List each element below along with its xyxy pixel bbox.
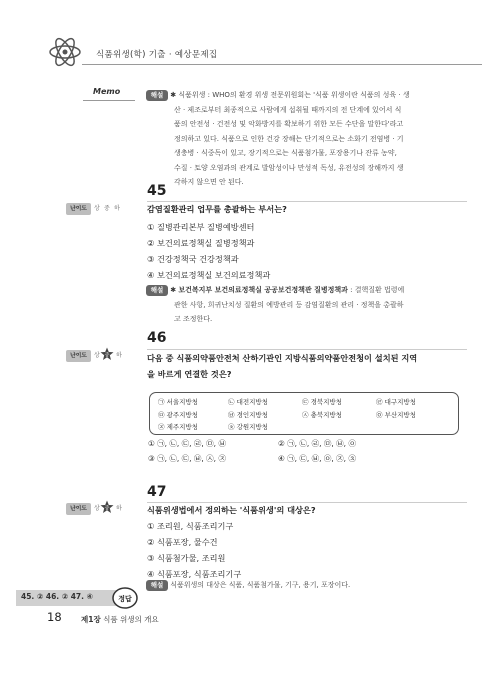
explanation-text: 고 조정한다. bbox=[174, 315, 213, 323]
top-explanation bbox=[146, 88, 466, 190]
answer-key-text: 45. ② 46. ② 47. ④ bbox=[21, 592, 93, 601]
explanation-text: 정의하고 있다. 식품으로 인한 건강 장해는 단기적으로는 소화기 전염병 · 기 bbox=[174, 134, 404, 143]
difficulty-high: 상 bbox=[94, 505, 100, 512]
difficulty-label: 난이도 bbox=[66, 503, 91, 515]
difficulty-mid: 중 bbox=[104, 352, 110, 359]
atom-logo-icon bbox=[46, 36, 84, 68]
explanation-line bbox=[146, 283, 466, 298]
explanation-tag: 해설 bbox=[146, 580, 168, 591]
header-title: 식품위생(학) 기출 · 예상문제집 bbox=[96, 50, 218, 60]
question-number: 47 bbox=[147, 484, 167, 500]
question-text: 식품위생법에서 정의하는 '식품위생'의 대상은? bbox=[147, 505, 316, 515]
header-rule bbox=[82, 64, 482, 65]
difficulty-mid: 중 bbox=[104, 205, 110, 212]
box-item: ㉢ 경북지방청 bbox=[302, 398, 342, 406]
chapter-title: 식품 위생의 개요 bbox=[103, 615, 159, 624]
answer-option: ③ 식품첨가물, 조리원 bbox=[147, 553, 226, 563]
q45-explanation bbox=[146, 283, 466, 327]
explanation-text: : 결핵질환 법령에 bbox=[347, 286, 405, 294]
explanation-text: 각하지 않으면 안 된다. bbox=[174, 178, 244, 186]
question-text: 다음 중 식품의약품안전처 산하기관인 지방식품의약품안전청이 설치된 지역 bbox=[147, 353, 418, 363]
answer-key-bar bbox=[16, 590, 132, 606]
bullet-icon: ✱ bbox=[170, 286, 177, 294]
explanation-text: 산 · 제조로부터 최종적으로 사람에게 섭취될 때까지의 전 단계에 있어서 식 bbox=[174, 105, 402, 114]
chapter-number: 제1장 bbox=[81, 615, 101, 624]
page-number: 18 bbox=[47, 610, 62, 624]
explanation-text: 수질 · 토양 오염과의 관계로 발암성이나 만성적 독성, 유전성의 장해까지 생 bbox=[174, 163, 404, 172]
explanation-text: 생충병 · 식중독이 있고, 장기적으로는 식품첨가물, 포장용기나 잔류 농약, bbox=[174, 149, 397, 157]
answer-option: ④ ㉠, ㉢, ㉥, ㉧, ㉨, ㉩ bbox=[278, 454, 356, 463]
difficulty-low: 하 bbox=[116, 352, 122, 359]
star-icon bbox=[100, 500, 114, 514]
answer-option: ④ 보건의료정책실 보건의료정책과 bbox=[147, 270, 271, 280]
box-item: ㉣ 대구지방청 bbox=[376, 398, 416, 406]
box-item: ㉠ 서울지방청 bbox=[158, 398, 198, 406]
box-item: ㉩ 강원지방청 bbox=[228, 423, 268, 431]
answer-option: ② ㉠, ㉡, ㉣, ㉤, ㉥, ㉧ bbox=[278, 439, 356, 448]
region-box bbox=[149, 392, 459, 435]
answer-option: ② 식품포장, 물수건 bbox=[147, 537, 218, 547]
explanation-text: 품의 안전성 · 건전성 및 악화방지를 확보하기 위한 모든 수단을 말한다'라고 bbox=[174, 120, 404, 128]
difficulty-high: 상 bbox=[94, 205, 100, 212]
difficulty-indicator bbox=[66, 203, 122, 216]
explanation-text: 식품위생의 대상은 식품, 식품첨가물, 기구, 용기, 포장이다. bbox=[170, 581, 351, 589]
answer-badge-icon bbox=[112, 587, 138, 609]
answer-option: ① 조리원, 식품조리기구 bbox=[147, 521, 234, 531]
explanation-line bbox=[146, 88, 466, 103]
explanation-tag: 해설 bbox=[146, 90, 168, 101]
q47-explanation bbox=[146, 578, 466, 593]
memo-label: Memo bbox=[93, 87, 121, 96]
answer-option: ① 질병관리본부 질병예방센터 bbox=[147, 222, 255, 232]
box-item: ㉦ 충북지방청 bbox=[302, 411, 342, 419]
answer-option: ③ ㉠, ㉡, ㉢, ㉥, ㉦, ㉨ bbox=[148, 454, 226, 463]
memo-rule bbox=[83, 100, 135, 101]
difficulty-indicator bbox=[66, 503, 122, 516]
explanation-text: 식품위생 : WHO의 환경 위생 전문위원회는 '식품 위생이란 식품의 성육 · 생 bbox=[178, 91, 410, 99]
question-text: 감염질환관리 업무를 총괄하는 부서는? bbox=[147, 204, 287, 214]
question-text: 을 바르게 연결한 것은? bbox=[147, 369, 232, 379]
answer-option: ② 보건의료정책실 질병정책과 bbox=[147, 238, 255, 248]
memo-label-area bbox=[83, 84, 141, 104]
difficulty-indicator bbox=[66, 350, 122, 363]
bullet-icon: ✱ bbox=[170, 91, 177, 99]
difficulty-low: 하 bbox=[116, 505, 122, 512]
footer-chapter bbox=[81, 614, 159, 625]
box-item: ㉤ 광주지방청 bbox=[158, 411, 198, 419]
page-header bbox=[18, 42, 482, 66]
question-number: 46 bbox=[147, 330, 167, 346]
question-number: 45 bbox=[147, 183, 167, 199]
box-item: ㉨ 제주지방청 bbox=[158, 423, 198, 431]
difficulty-label: 난이도 bbox=[66, 203, 91, 215]
star-icon bbox=[100, 347, 114, 361]
explanation-text: 관한 사항, 희귀난치성 질환의 예방관리 등 감염질환의 관리 · 정책을 총괄하 bbox=[174, 300, 404, 309]
answer-option: ① ㉠, ㉡, ㉢, ㉣, ㉤, ㉥ bbox=[148, 439, 226, 448]
difficulty-high: 상 bbox=[94, 352, 100, 359]
box-item: ㉧ 부산지방청 bbox=[376, 411, 416, 419]
difficulty-low: 하 bbox=[114, 205, 120, 212]
answer-badge-label: 정답 bbox=[118, 595, 132, 603]
answer-option: ④ 식품포장, 식품조리기구 bbox=[147, 569, 242, 579]
answer-option: ③ 건강정책국 건강정책과 bbox=[147, 254, 239, 264]
difficulty-label: 난이도 bbox=[66, 350, 91, 362]
difficulty-mid: 중 bbox=[104, 505, 110, 512]
box-item: ㉡ 대전지방청 bbox=[228, 398, 268, 406]
explanation-tag: 해설 bbox=[146, 285, 168, 296]
explanation-bold: 보건복지부 보건의료정책실 공공보건정책관 질병정책과 bbox=[178, 286, 348, 294]
box-item: ㉥ 경인지방청 bbox=[228, 411, 268, 419]
explanation-line bbox=[146, 578, 466, 593]
